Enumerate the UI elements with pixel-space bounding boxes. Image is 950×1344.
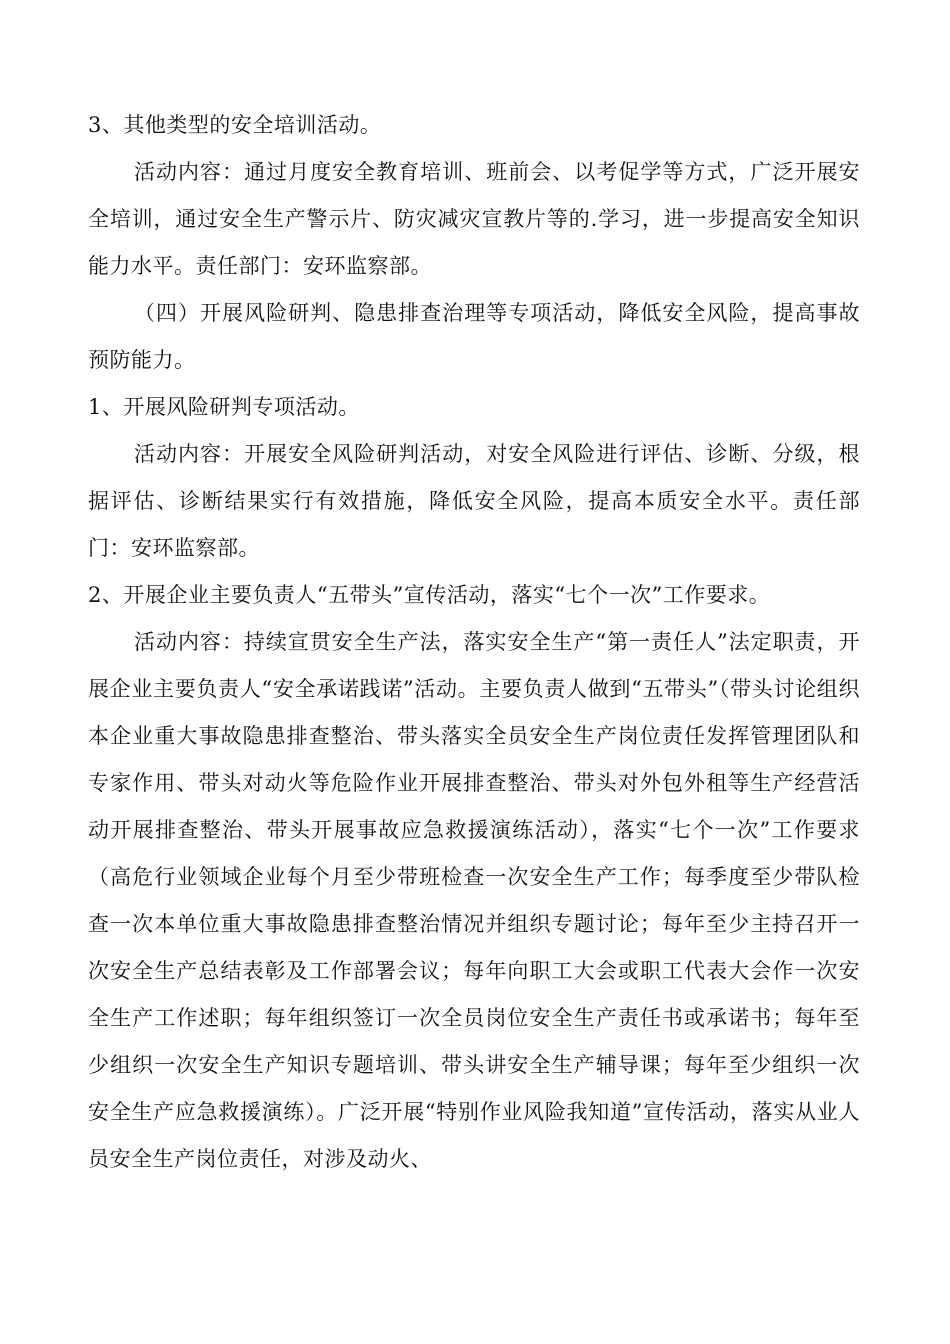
section-heading-four: （四）开展风险研判、隐患排查治理等专项活动，降低安全风险，提高事故预防能力。 [88,301,860,372]
paragraph-training-content: 活动内容：通过月度安全教育培训、班前会、以考促学等方式，广泛开展安全培训，通过安全生产警示片、防灾减灾宣教片等的.学习，进一步提高安全知识能力水平。责任部门：安环监察部。 [88,160,860,278]
heading-other-training: 3、其他类型的安全培训活动。 [88,113,382,137]
document-page [88,102,860,1183]
heading-five-leads: 2、开展企业主要负责人“五带头”宣传活动，落实“七个一次”工作要求。 [88,583,771,607]
heading-risk-assessment: 1、开展风险研判专项活动。 [88,395,360,419]
paragraph-risk-content: 活动内容：开展安全风险研判活动，对安全风险进行评估、诊断、分级，根据评估、诊断结果实行有效措施，降低安全风险，提高本质安全水平。责任部门：安环监察部。 [88,442,860,560]
paragraph-five-leads-content: 活动内容：持续宣贯安全生产法，落实安全生产“第一责任人”法定职责，开展企业主要负责人“安全承诺践诺”活动。主要负责人做到“五带头”（带头讨论组织本企业重大事故隐患排查整治、带头落实全员安全生产岗位责任发挥管理团队和专家作用、带头对动火等危险作业开展排查整治、带头对外包外租等生产经营活动开展排查整治、带头开展事故应急救援演练活动），落实“七个一次”工作要求（高危行业领域企业每个月至少带班检查一次安全生产工作；每季度至少带队检查一次本单位重大事故隐患排查整治情况并组织专题讨论；每年至少主持召开一次安全生产总结表彰及工作部署会议；每年向职工大会或职工代表大会作一次安全生产工作述职；每年组织签订一次全员岗位安全生产责任书或承诺书；每年至少组织一次安全生产知识专题培训、带头讲安全生产辅导课；每年至少组织一次安全生产应急救援演练）。广泛开展“特别作业风险我知道”宣传活动，落实从业人员安全生产岗位责任，对涉及动火、 [88,630,860,1171]
